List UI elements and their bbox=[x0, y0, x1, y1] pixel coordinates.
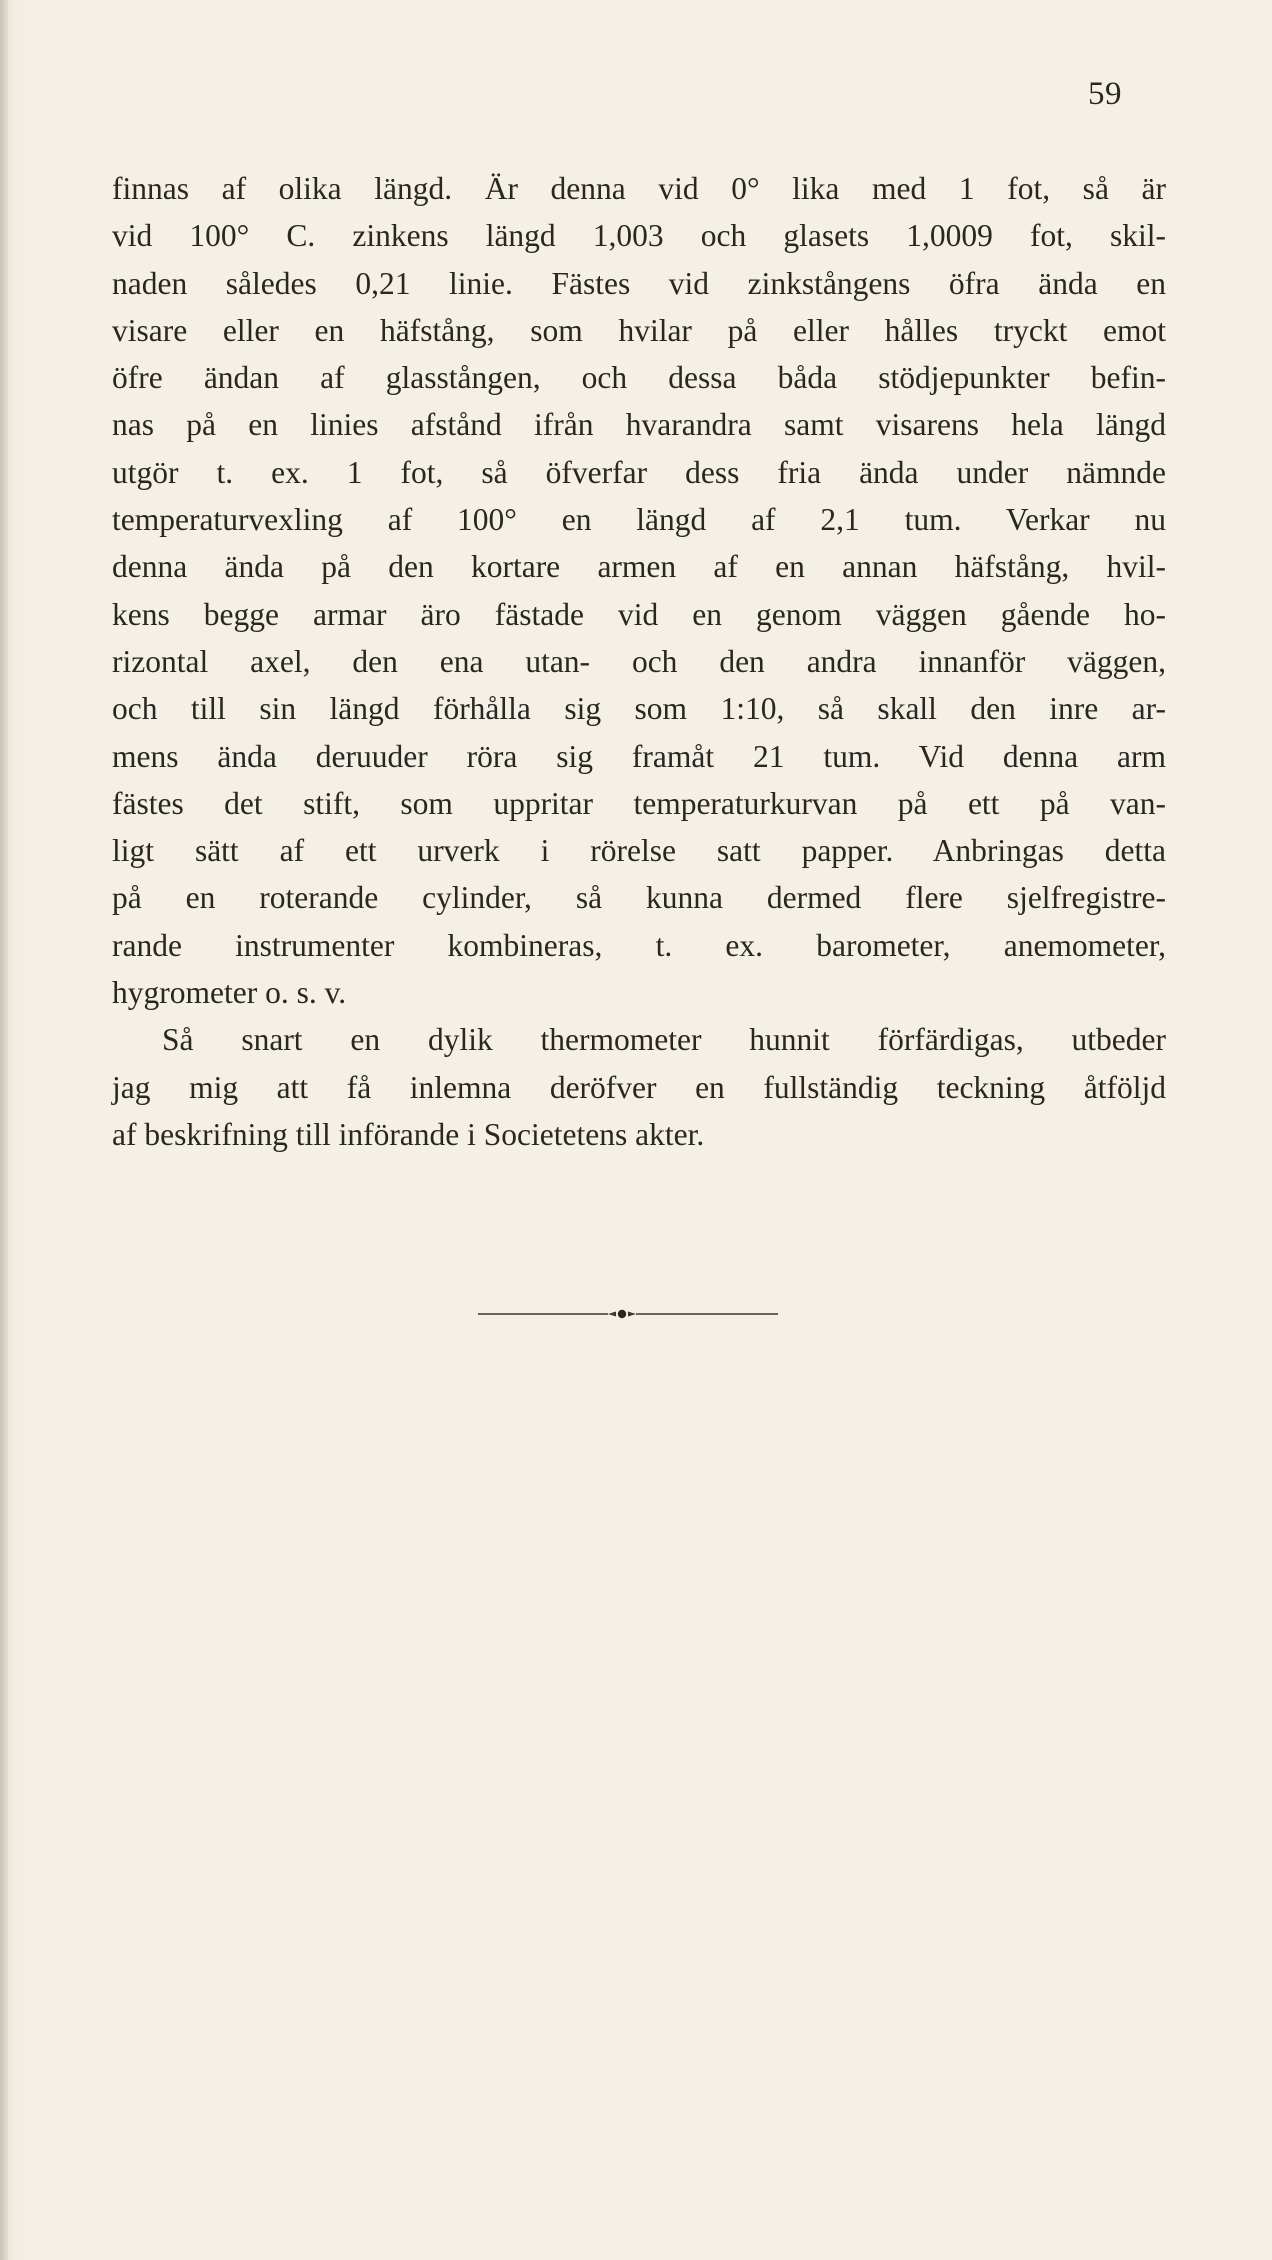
text-line: rizontal axel, den ena utan- och den andra innanför väggen, bbox=[112, 643, 1166, 679]
text-line: temperaturvexling af 100° en längd af 2,1 tum. Verkar nu bbox=[112, 502, 1166, 538]
text-line: kens begge armar äro fästade vid en genom väggen gående ho- bbox=[112, 596, 1166, 632]
ornamental-divider bbox=[478, 1308, 778, 1320]
text-line: finnas af olika längd. Är denna vid 0° lika med 1 fot, så är bbox=[112, 171, 1166, 206]
text-line: på en roterande cylinder, så kunna dermed flere sjelfregistre- bbox=[112, 880, 1166, 916]
text-line: utgör t. ex. 1 fot, så öfverfar dess fria ända under nämnde bbox=[112, 454, 1166, 490]
text-line: och till sin längd förhålla sig som 1:10, så skall den inre ar- bbox=[112, 691, 1166, 727]
text-line: öfre ändan af glasstången, och dessa båda stödjepunkter befin- bbox=[112, 360, 1166, 396]
text-line: visare eller en häfstång, som hvilar på eller hålles tryckt emot bbox=[112, 312, 1166, 348]
text-line: mens ända deruuder röra sig framåt 21 tum. Vid denna arm bbox=[112, 738, 1166, 774]
body-text bbox=[112, 165, 1166, 1158]
page-gutter bbox=[0, 0, 8, 2260]
text-line: jag mig att få inlemna deröfver en fullständig teckning åtföljd bbox=[112, 1069, 1166, 1105]
text-line: nas på en linies afstånd ifrån hvarandra samt visarens hela längd bbox=[112, 407, 1166, 443]
text-line: denna ända på den kortare armen af en annan häfstång, hvil- bbox=[112, 549, 1166, 585]
text-line: hygrometer o. s. v. bbox=[112, 975, 347, 1011]
text-line: rande instrumenter kombineras, t. ex. barometer, anemometer, bbox=[112, 927, 1166, 963]
text-line: vid 100° C. zinkens längd 1,003 och glasets 1,0009 fot, skil- bbox=[112, 218, 1166, 254]
text-line: ligt sätt af ett urverk i rörelse satt papper. Anbringas detta bbox=[112, 833, 1166, 869]
page-number: 59 bbox=[1088, 76, 1122, 112]
text-line: Så snart en dylik thermometer hunnit förfärdigas, utbeder bbox=[162, 1022, 1166, 1058]
text-line: fästes det stift, som uppritar temperaturkurvan på ett på van- bbox=[112, 785, 1166, 821]
text-line: naden således 0,21 linie. Fästes vid zinkstångens öfra ända en bbox=[112, 265, 1166, 301]
text-line: af beskrifning till införande i Societetens akter. bbox=[112, 1116, 705, 1152]
